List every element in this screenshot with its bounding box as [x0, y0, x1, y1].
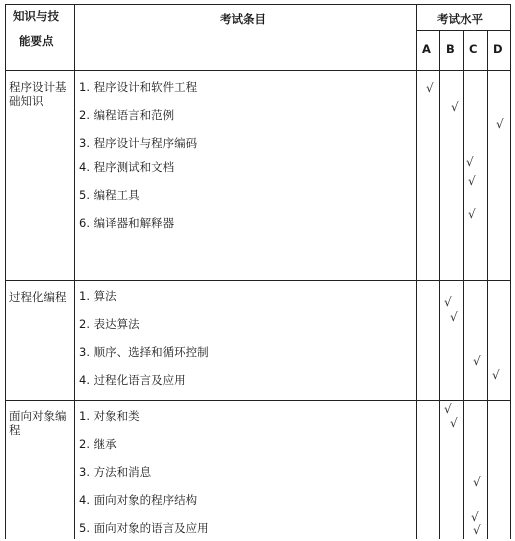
section-divider-2	[5, 400, 511, 401]
check-mark-icon: √	[468, 207, 476, 221]
item-text: 3. 顺序、选择和循环控制	[79, 345, 209, 359]
item-text: 4. 面向对象的程序结构	[79, 493, 198, 507]
check-mark-icon: √	[471, 510, 479, 524]
table-border-left	[5, 4, 6, 539]
check-mark-icon: √	[473, 354, 481, 368]
item-text: 5. 编程工具	[79, 188, 140, 202]
col-divider-ab	[439, 30, 440, 539]
item-text: 3. 方法和消息	[79, 465, 152, 479]
item-text: 1. 算法	[79, 289, 117, 303]
check-mark-icon: √	[450, 416, 458, 430]
header-items: 考试条目	[220, 12, 266, 26]
item-text: 2. 表达算法	[79, 317, 140, 331]
item-text: 4. 程序测试和文档	[79, 160, 175, 174]
table-border-top	[5, 4, 511, 5]
header-topic-line-1: 知识与技	[13, 9, 59, 23]
col-divider-items	[416, 4, 417, 539]
level-b-header: B	[446, 42, 455, 56]
check-mark-icon: √	[473, 523, 481, 537]
level-d-header: D	[493, 42, 503, 56]
col-divider-cd	[487, 30, 488, 539]
check-mark-icon: √	[426, 81, 434, 95]
level-header-divider	[416, 30, 511, 31]
level-c-header: C	[469, 42, 478, 56]
item-text: 1. 程序设计和软件工程	[79, 80, 198, 94]
topic-label: 面向对象编程	[9, 409, 67, 437]
header-bottom-line	[5, 70, 511, 71]
item-text: 5. 面向对象的语言及应用	[79, 521, 209, 535]
item-text: 2. 继承	[79, 437, 117, 451]
topic-label: 程序设计基础知识	[9, 80, 67, 108]
col-divider-bc	[463, 30, 464, 539]
item-text: 3. 程序设计与程序编码	[79, 136, 198, 150]
check-mark-icon: √	[451, 100, 459, 114]
check-mark-icon: √	[466, 155, 474, 169]
section-divider-1	[5, 280, 511, 281]
topic-label: 过程化编程	[9, 290, 67, 304]
check-mark-icon: √	[444, 295, 452, 309]
check-mark-icon: √	[444, 402, 452, 416]
table-border-right	[510, 4, 511, 539]
header-topic-line-2: 能要点	[19, 34, 54, 48]
item-text: 2. 编程语言和范例	[79, 108, 175, 122]
item-text: 1. 对象和类	[79, 409, 140, 423]
check-mark-icon: √	[496, 117, 504, 131]
item-text: 4. 过程化语言及应用	[79, 373, 186, 387]
check-mark-icon: √	[450, 310, 458, 324]
check-mark-icon: √	[473, 475, 481, 489]
header-level: 考试水平	[437, 12, 483, 26]
check-mark-icon: √	[468, 174, 476, 188]
item-text: 6. 编译器和解释器	[79, 216, 175, 230]
level-a-header: A	[422, 42, 431, 56]
check-mark-icon: √	[492, 368, 500, 382]
